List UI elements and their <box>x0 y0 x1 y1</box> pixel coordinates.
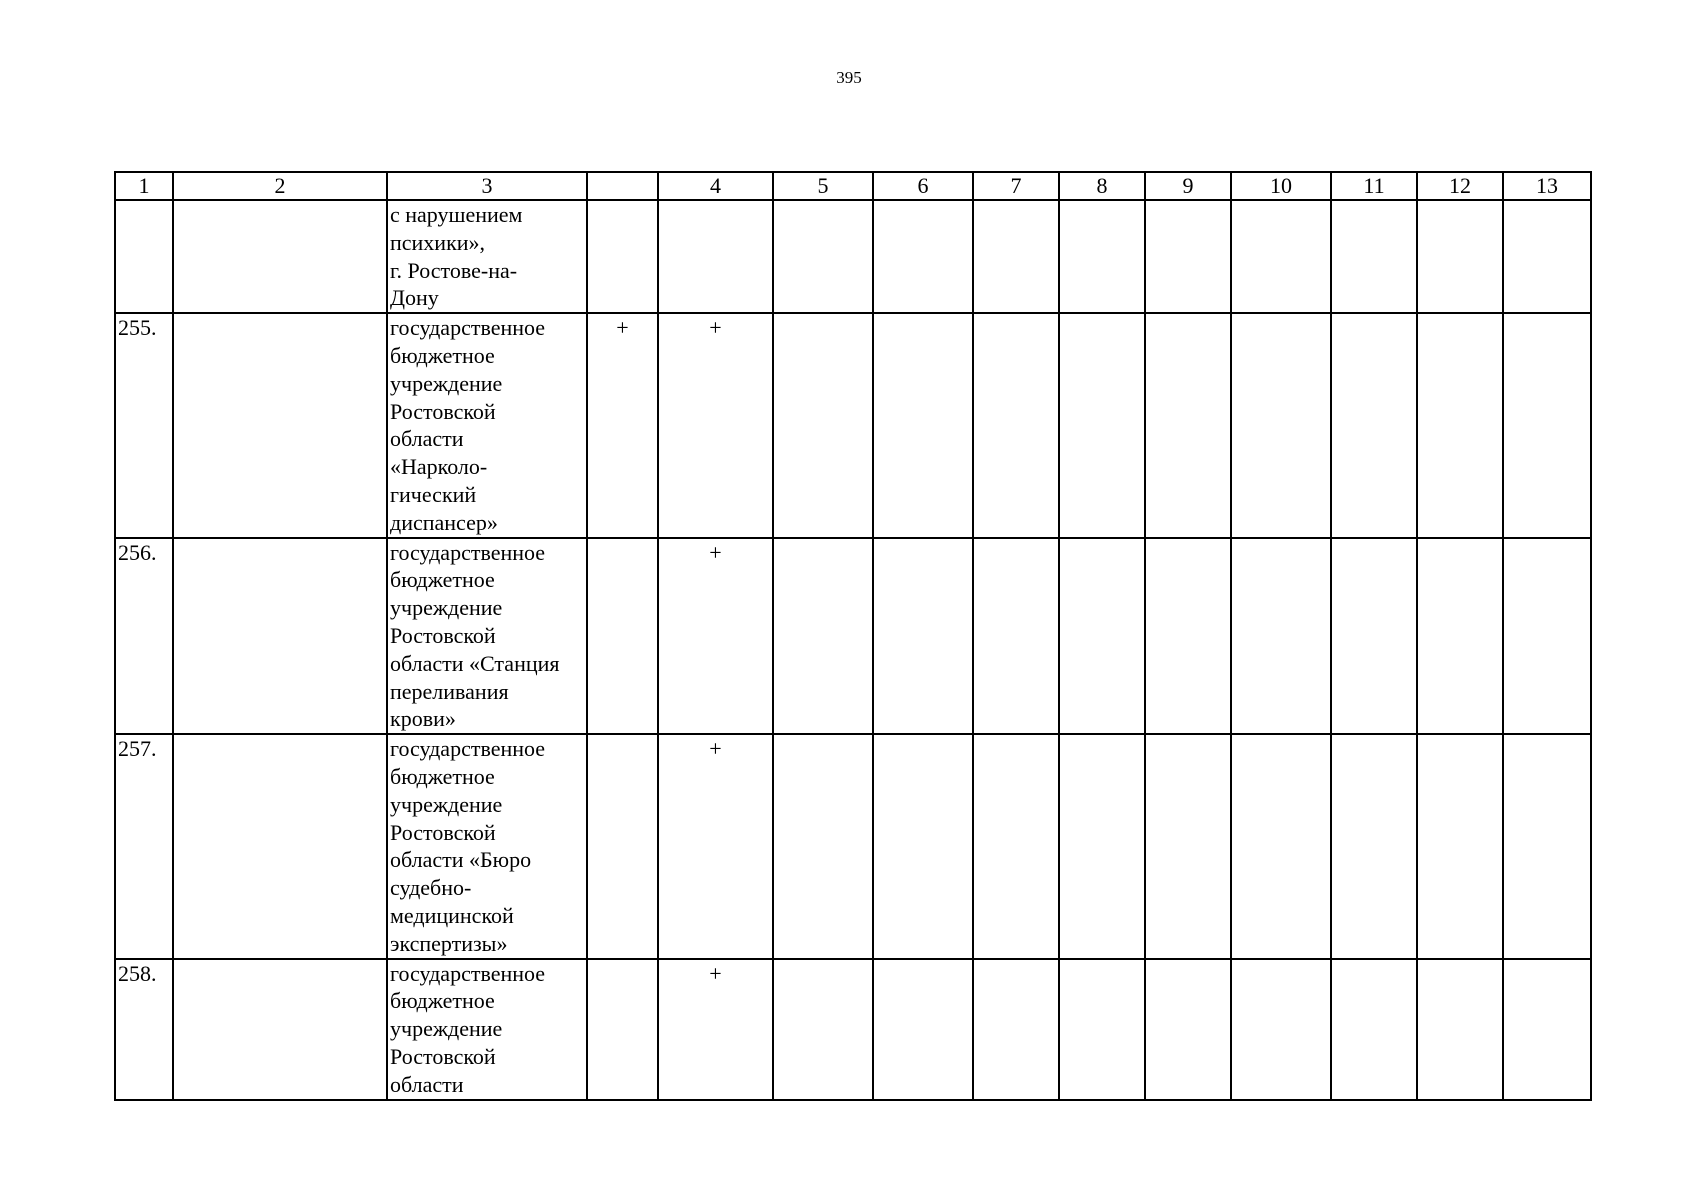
column-header: 13 <box>1503 172 1591 200</box>
empty-cell <box>773 538 873 735</box>
empty-cell <box>1503 959 1591 1100</box>
empty-cell <box>1503 200 1591 313</box>
row-number: 256. <box>115 538 173 735</box>
column-header: 1 <box>115 172 173 200</box>
institution-name: государственное бюджетное учреждение Ростовской области «Нарколо- гический диспансер» <box>390 315 546 535</box>
data-table <box>114 171 1592 1101</box>
empty-cell <box>773 959 873 1100</box>
row-number: 258. <box>115 959 173 1100</box>
empty-cell <box>1059 538 1145 735</box>
column-header: 12 <box>1417 172 1503 200</box>
row-number: 257. <box>115 734 173 958</box>
empty-cell <box>1145 200 1231 313</box>
empty-cell <box>1231 538 1331 735</box>
table-header-row <box>115 172 1591 200</box>
column-header: 3 <box>387 172 587 200</box>
empty-cell <box>1503 538 1591 735</box>
column-header: 11 <box>1331 172 1417 200</box>
empty-cell <box>1059 959 1145 1100</box>
column-header <box>587 172 658 200</box>
empty-cell <box>1417 734 1503 958</box>
table-row <box>115 313 1591 537</box>
column-header: 7 <box>973 172 1059 200</box>
empty-cell <box>973 734 1059 958</box>
empty-cell <box>1503 734 1591 958</box>
empty-cell <box>1231 313 1331 537</box>
empty-cell <box>773 313 873 537</box>
row-number: 255. <box>115 313 173 537</box>
institution-name-cell <box>387 200 587 313</box>
empty-cell <box>1145 959 1231 1100</box>
empty-cell <box>873 734 973 958</box>
page-number: 395 <box>836 68 862 87</box>
mark-cell-col4: + <box>658 734 773 958</box>
institution-name: государственное бюджетное учреждение Ростовской области <box>390 960 546 1097</box>
column-header: 9 <box>1145 172 1231 200</box>
empty-cell <box>1417 538 1503 735</box>
column-header: 2 <box>173 172 387 200</box>
empty-cell <box>1059 734 1145 958</box>
table-row <box>115 959 1591 1100</box>
mark-cell: + <box>587 313 658 537</box>
empty-cell <box>1417 313 1503 537</box>
empty-cell <box>1331 538 1417 735</box>
institution-name: с нарушением психики», г. Ростове-на- Дону <box>390 202 523 311</box>
mark-cell-col4: + <box>658 959 773 1100</box>
empty-cell <box>873 959 973 1100</box>
mark-cell-col4 <box>658 200 773 313</box>
column-header: 4 <box>658 172 773 200</box>
table-row <box>115 538 1591 735</box>
empty-cell <box>1331 200 1417 313</box>
empty-cell <box>1059 200 1145 313</box>
empty-cell <box>1231 734 1331 958</box>
empty-cell <box>873 538 973 735</box>
empty-cell <box>973 313 1059 537</box>
column-header: 6 <box>873 172 973 200</box>
institution-name-cell <box>387 538 587 735</box>
empty-cell <box>1145 313 1231 537</box>
cell-col2 <box>173 200 387 313</box>
empty-cell <box>1331 313 1417 537</box>
empty-cell <box>773 200 873 313</box>
empty-cell <box>1331 959 1417 1100</box>
empty-cell <box>973 200 1059 313</box>
empty-cell <box>973 959 1059 1100</box>
mark-cell <box>587 734 658 958</box>
column-header: 5 <box>773 172 873 200</box>
cell-col2 <box>173 313 387 537</box>
institution-name-cell <box>387 959 587 1100</box>
mark-cell <box>587 200 658 313</box>
empty-cell <box>1231 200 1331 313</box>
institution-name-cell <box>387 734 587 958</box>
mark-cell <box>587 959 658 1100</box>
empty-cell <box>873 313 973 537</box>
empty-cell <box>1145 538 1231 735</box>
institution-name-cell <box>387 313 587 537</box>
table-row <box>115 200 1591 313</box>
empty-cell <box>873 200 973 313</box>
empty-cell <box>1417 959 1503 1100</box>
institution-name: государственное бюджетное учреждение Ростовской области «Бюро судебно- медицинской экспертизы» <box>390 736 546 956</box>
table-row <box>115 734 1591 958</box>
cell-col2 <box>173 538 387 735</box>
mark-cell-col4: + <box>658 313 773 537</box>
empty-cell <box>973 538 1059 735</box>
empty-cell <box>1231 959 1331 1100</box>
empty-cell <box>1503 313 1591 537</box>
mark-cell <box>587 538 658 735</box>
row-number <box>115 200 173 313</box>
empty-cell <box>1145 734 1231 958</box>
mark-cell-col4: + <box>658 538 773 735</box>
cell-col2 <box>173 734 387 958</box>
empty-cell <box>1331 734 1417 958</box>
empty-cell <box>1417 200 1503 313</box>
empty-cell <box>1059 313 1145 537</box>
cell-col2 <box>173 959 387 1100</box>
column-header: 10 <box>1231 172 1331 200</box>
column-header: 8 <box>1059 172 1145 200</box>
institution-name: государственное бюджетное учреждение Ростовской области «Станция переливания крови» <box>390 539 560 732</box>
empty-cell <box>773 734 873 958</box>
